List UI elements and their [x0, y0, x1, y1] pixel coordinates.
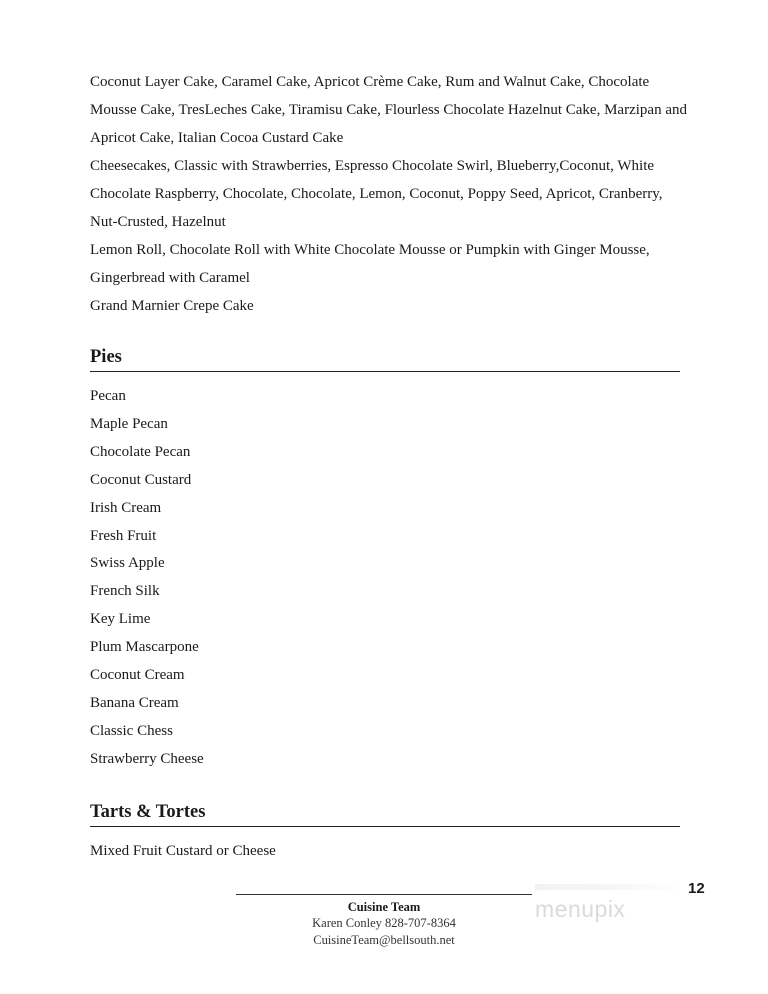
list-item: Coconut Cream: [90, 667, 185, 684]
cakes-paragraph: Lemon Roll, Chocolate Roll with White Chocolate Mousse or Pumpkin with Ginger Mousse, Gingerbread with Caramel: [90, 242, 650, 286]
tarts-list: [90, 838, 680, 866]
pies-heading: Pies: [90, 344, 680, 372]
watermark-bar: [535, 884, 685, 890]
list-item: Mixed Fruit Custard or Cheese: [90, 843, 276, 859]
footer-email: CuisineTeam@bellsouth.net: [313, 933, 455, 947]
watermark-text: menupix: [535, 896, 626, 922]
list-item: Fresh Fruit: [90, 527, 157, 544]
footer-title: Cuisine Team: [347, 900, 421, 914]
list-item: Swiss Apple: [90, 555, 165, 572]
tarts-section: [90, 799, 680, 866]
list-item: Chocolate Pecan: [90, 443, 191, 460]
list-item: Strawberry Cheese: [90, 750, 204, 767]
footer: [236, 882, 532, 949]
pies-section: [90, 344, 680, 774]
cakes-paragraph: Coconut Layer Cake, Caramel Cake, Apricot Crème Cake, Rum and Walnut Cake, Chocolate Mousse Cake, TresLeches Cake, Tiramisu Cake, Flourless Chocolate Hazelnut Cake, Marzipan and Apricot Cake, Italian Cocoa Custard Cake: [90, 74, 687, 146]
list-item: Coconut Custard: [90, 471, 192, 488]
cakes-section: [90, 68, 690, 320]
cakes-paragraph: Cheesecakes, Classic with Strawberries, Espresso Chocolate Swirl, Blueberry,Coconut, White Chocolate Raspberry, Chocolate, Chocolate, Lemon, Coconut, Poppy Seed, Apricot, Cranberry, Nut-Crusted, Hazelnut: [90, 158, 663, 230]
pies-list: [90, 383, 680, 774]
list-item: Irish Cream: [90, 499, 162, 516]
footer-contact: Karen Conley 828-707-8364: [312, 916, 456, 930]
cakes-paragraph: Grand Marnier Crepe Cake: [90, 298, 254, 314]
list-item: Pecan: [90, 388, 126, 404]
list-item: French Silk: [90, 583, 160, 600]
list-item: Banana Cream: [90, 694, 179, 711]
list-item: Key Lime: [90, 611, 151, 628]
list-item: Maple Pecan: [90, 415, 168, 432]
page-number: 12: [688, 880, 705, 897]
tarts-heading: Tarts & Tortes: [90, 799, 680, 827]
list-item: Plum Mascarpone: [90, 639, 199, 656]
footer-divider: [236, 882, 532, 895]
list-item: Classic Chess: [90, 722, 173, 739]
watermark-logo: [535, 896, 655, 932]
